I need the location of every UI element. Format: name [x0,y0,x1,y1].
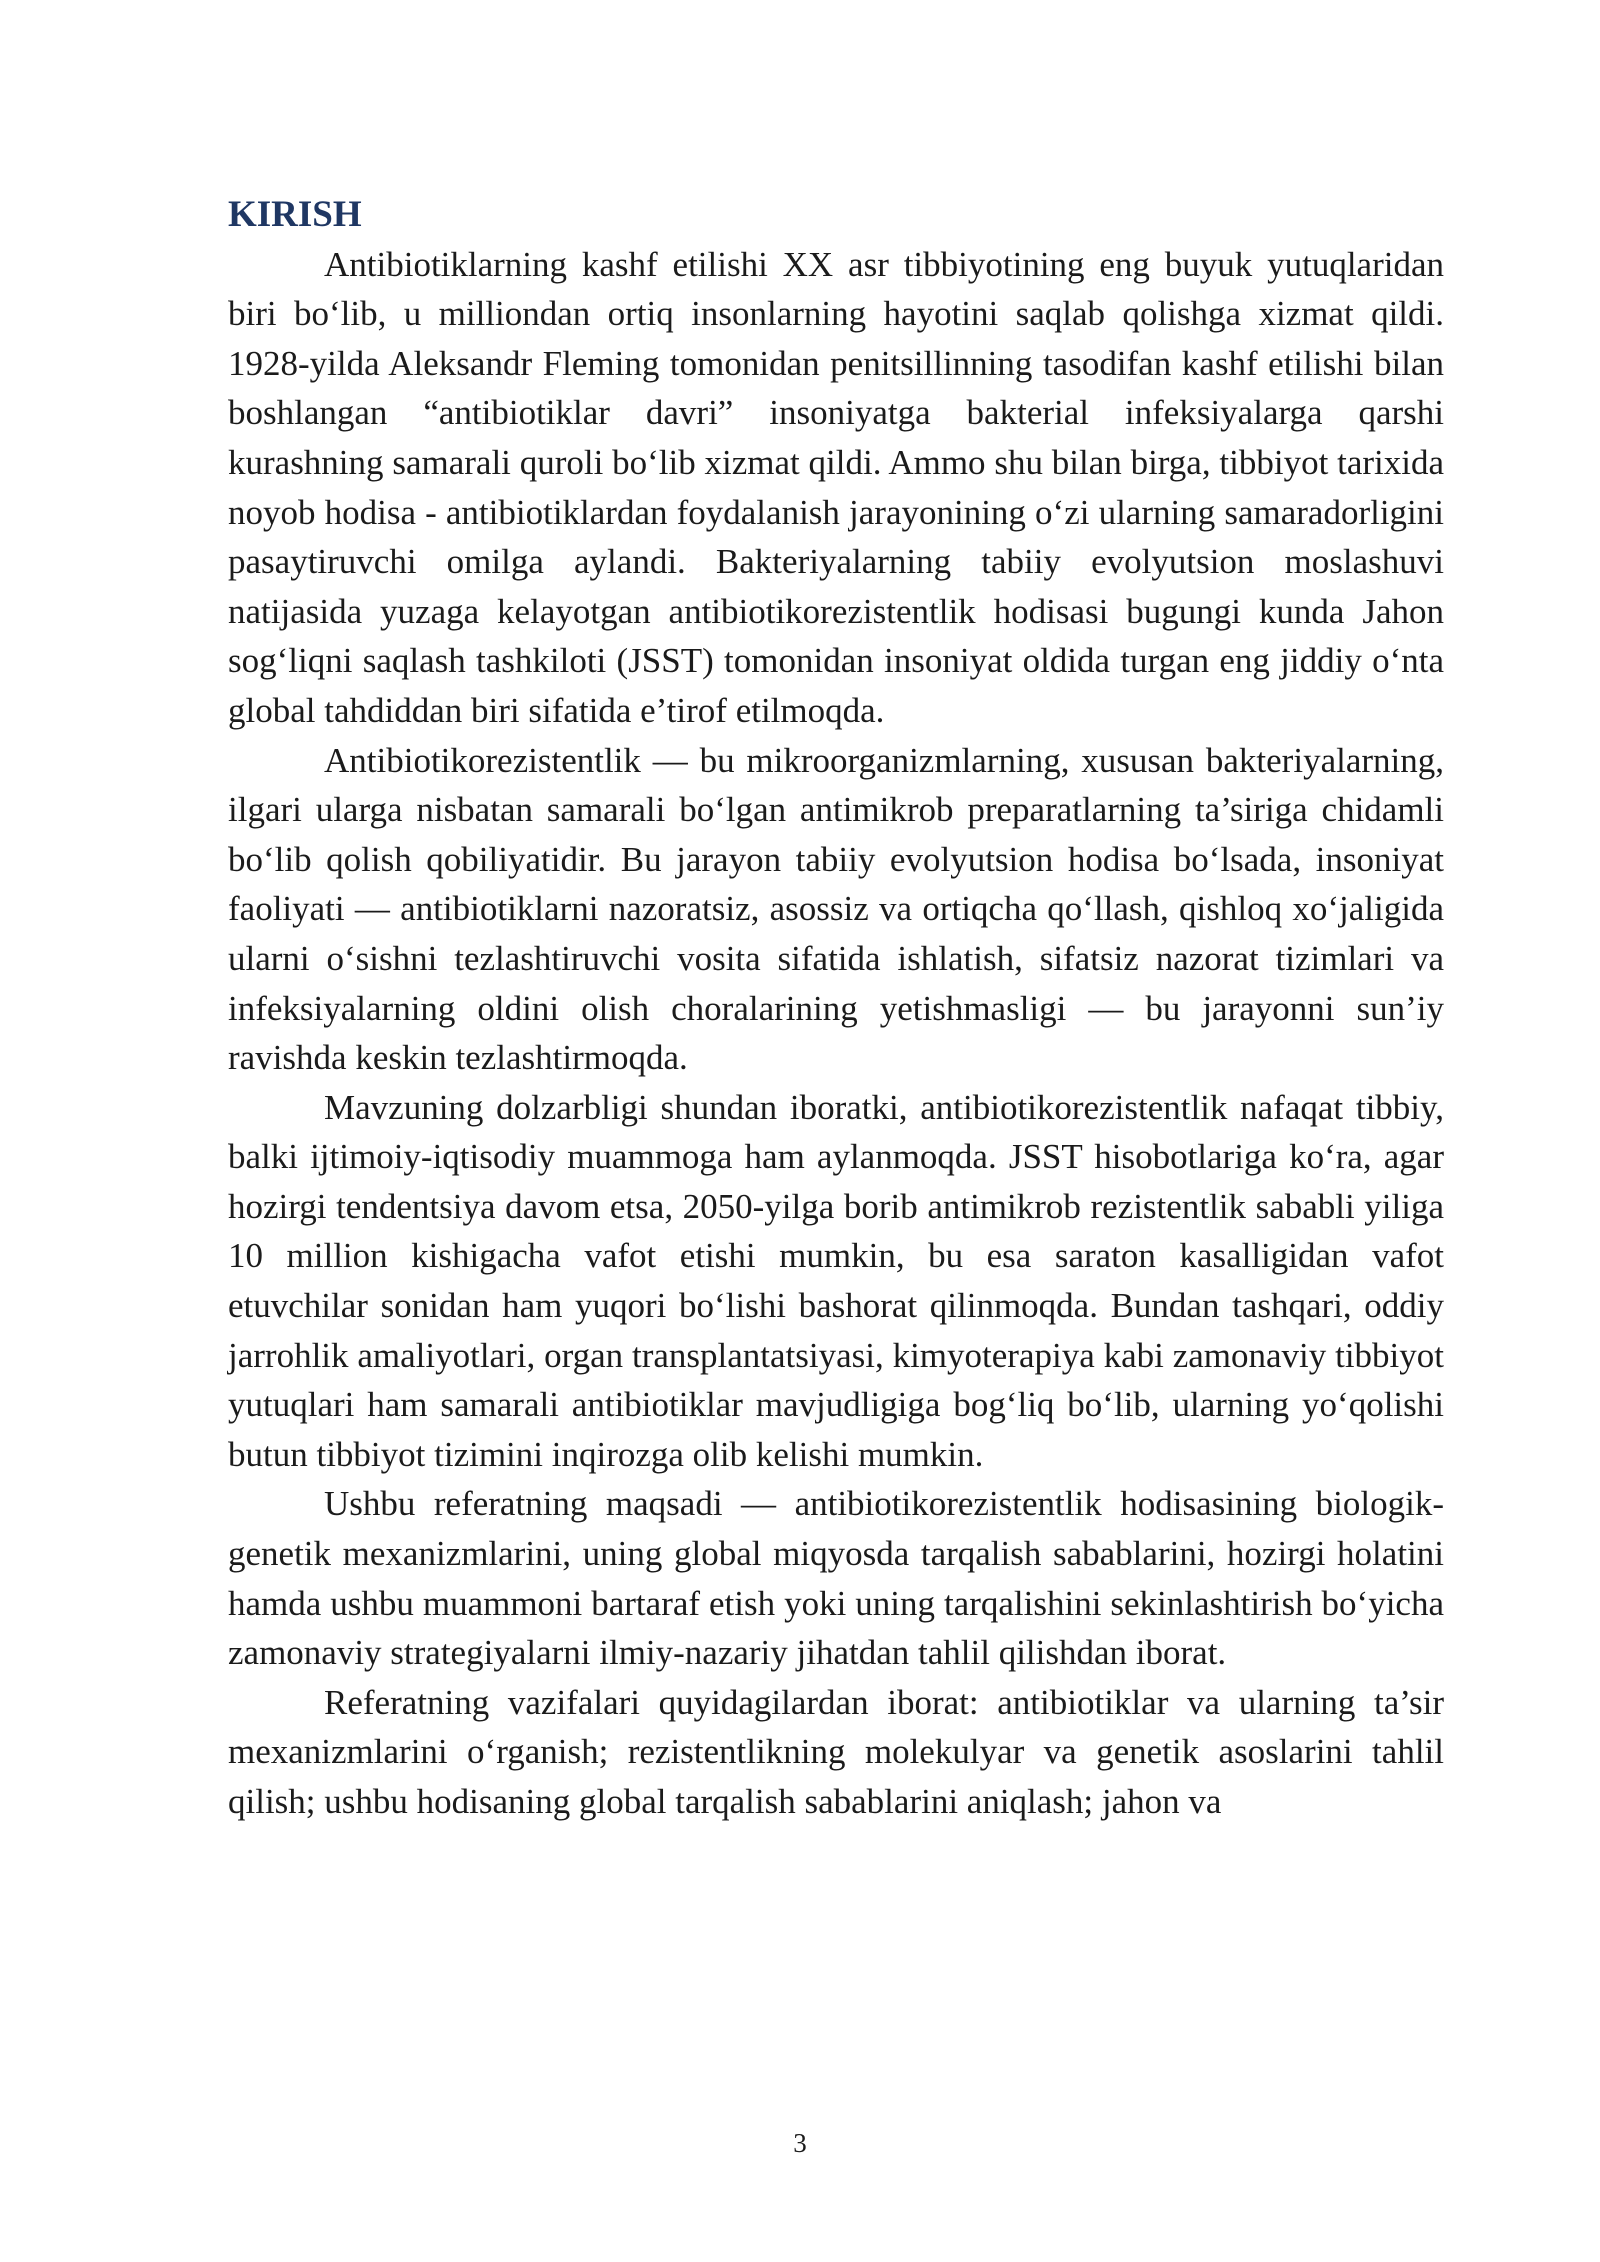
paragraph: Mavzuning dolzarbligi shundan iboratki, antibiotikorezistentlik nafaqat tibbiy, balki ijtimoiy-iqtisodiy muammoga ham aylanmoqda. JSST hisobotlariga ko‘ra, agar hozirgi tendentsiya davom etsa, 2050-yilga borib antimikrob rezistentlik sababli yiliga 10 million kishigacha vafot etishi mumkin, bu esa saraton kasalligidan vafot etuvchilar sonidan ham yuqori bo‘lishi bashorat qilinmoqda. Bundan tashqari, oddiy jarrohlik amaliyotlari, organ transplantatsiyasi, kimyoterapiya kabi zamonaviy tibbiyot yutuqlari ham samarali antibiotiklar mavjudligiga bog‘liq bo‘lib, ularning yo‘qolishi butun tibbiyot tizimini inqirozga olib kelishi mumkin. [228,1087,1444,1474]
page-number: 3 [793,2128,807,2158]
paragraph: Ushbu referatning maqsadi — antibiotikorezistentlik hodisasining biologik-genetik mexanizmlarini, uning global miqyosda tarqalish sabablarini, hozirgi holatini hamda ushbu muammoni bartaraf etish yoki uning tarqalishini sekinlashtirish bo‘yicha zamonaviy strategiyalarni ilmiy-nazariy jihatdan tahlil qilishdan iborat. [228,1484,1444,1673]
page-content [228,190,1444,1827]
paragraph: Antibiotiklarning kashf etilishi XX asr tibbiyotining eng buyuk yutuqlaridan biri bo‘lib, u milliondan ortiq insonlarning hayotini saqlab qolishga xizmat qildi. 1928-yilda Aleksandr Fleming tomonidan penitsillinning tasodifan kashf etilishi bilan boshlangan “antibiotiklar davri” insoniyatga bakterial infeksiyalarga qarshi kurashning samarali quroli bo‘lib xizmat qildi. Ammo shu bilan birga, tibbiyot tarixida noyob hodisa - antibiotiklardan foydalanish jarayonining o‘zi ularning samaradorligini pasaytiruvchi omilga aylandi. Bakteriyalarning tabiiy evolyutsion moslashuvi natijasida yuzaga kelayotgan antibiotikorezistentlik hodisasi bugungi kunda Jahon sog‘liqni saqlash tashkiloti (JSST) tomonidan insoniyat oldida turgan eng jiddiy o‘nta global tahdiddan biri sifatida e’tirof etilmoqda. [228,244,1444,730]
paragraph: Antibiotikorezistentlik — bu mikroorganizmlarning, xususan bakteriyalarning, ilgari ularga nisbatan samarali bo‘lgan antimikrob preparatlarning ta’siriga chidamli bo‘lib qolish qobiliyatidir. Bu jarayon tabiiy evolyutsion hodisa bo‘lsada, insoniyat faoliyati — antibiotiklarni nazoratsiz, asossiz va ortiqcha qo‘llash, qishloq xo‘jaligida ularni o‘sishni tezlashtiruvchi vosita sifatida ishlatish, sifatsiz nazorat tizimlari va infeksiyalarning oldini olish choralarining yetishmasligi — bu jarayonni sun’iy ravishda keskin tezlashtirmoqda. [228,740,1444,1078]
paragraph-continued: Referatning vazifalari quyidagilardan iborat: antibiotiklar va ularning ta’sir mexanizmlarini o‘rganish; rezistentlikning molekulyar va genetik asoslarini tahlil qilish; ushbu hodisaning global tarqalish sabablarini aniqlash; jahon va [228,1682,1444,1821]
section-heading: KIRISH [228,194,362,235]
